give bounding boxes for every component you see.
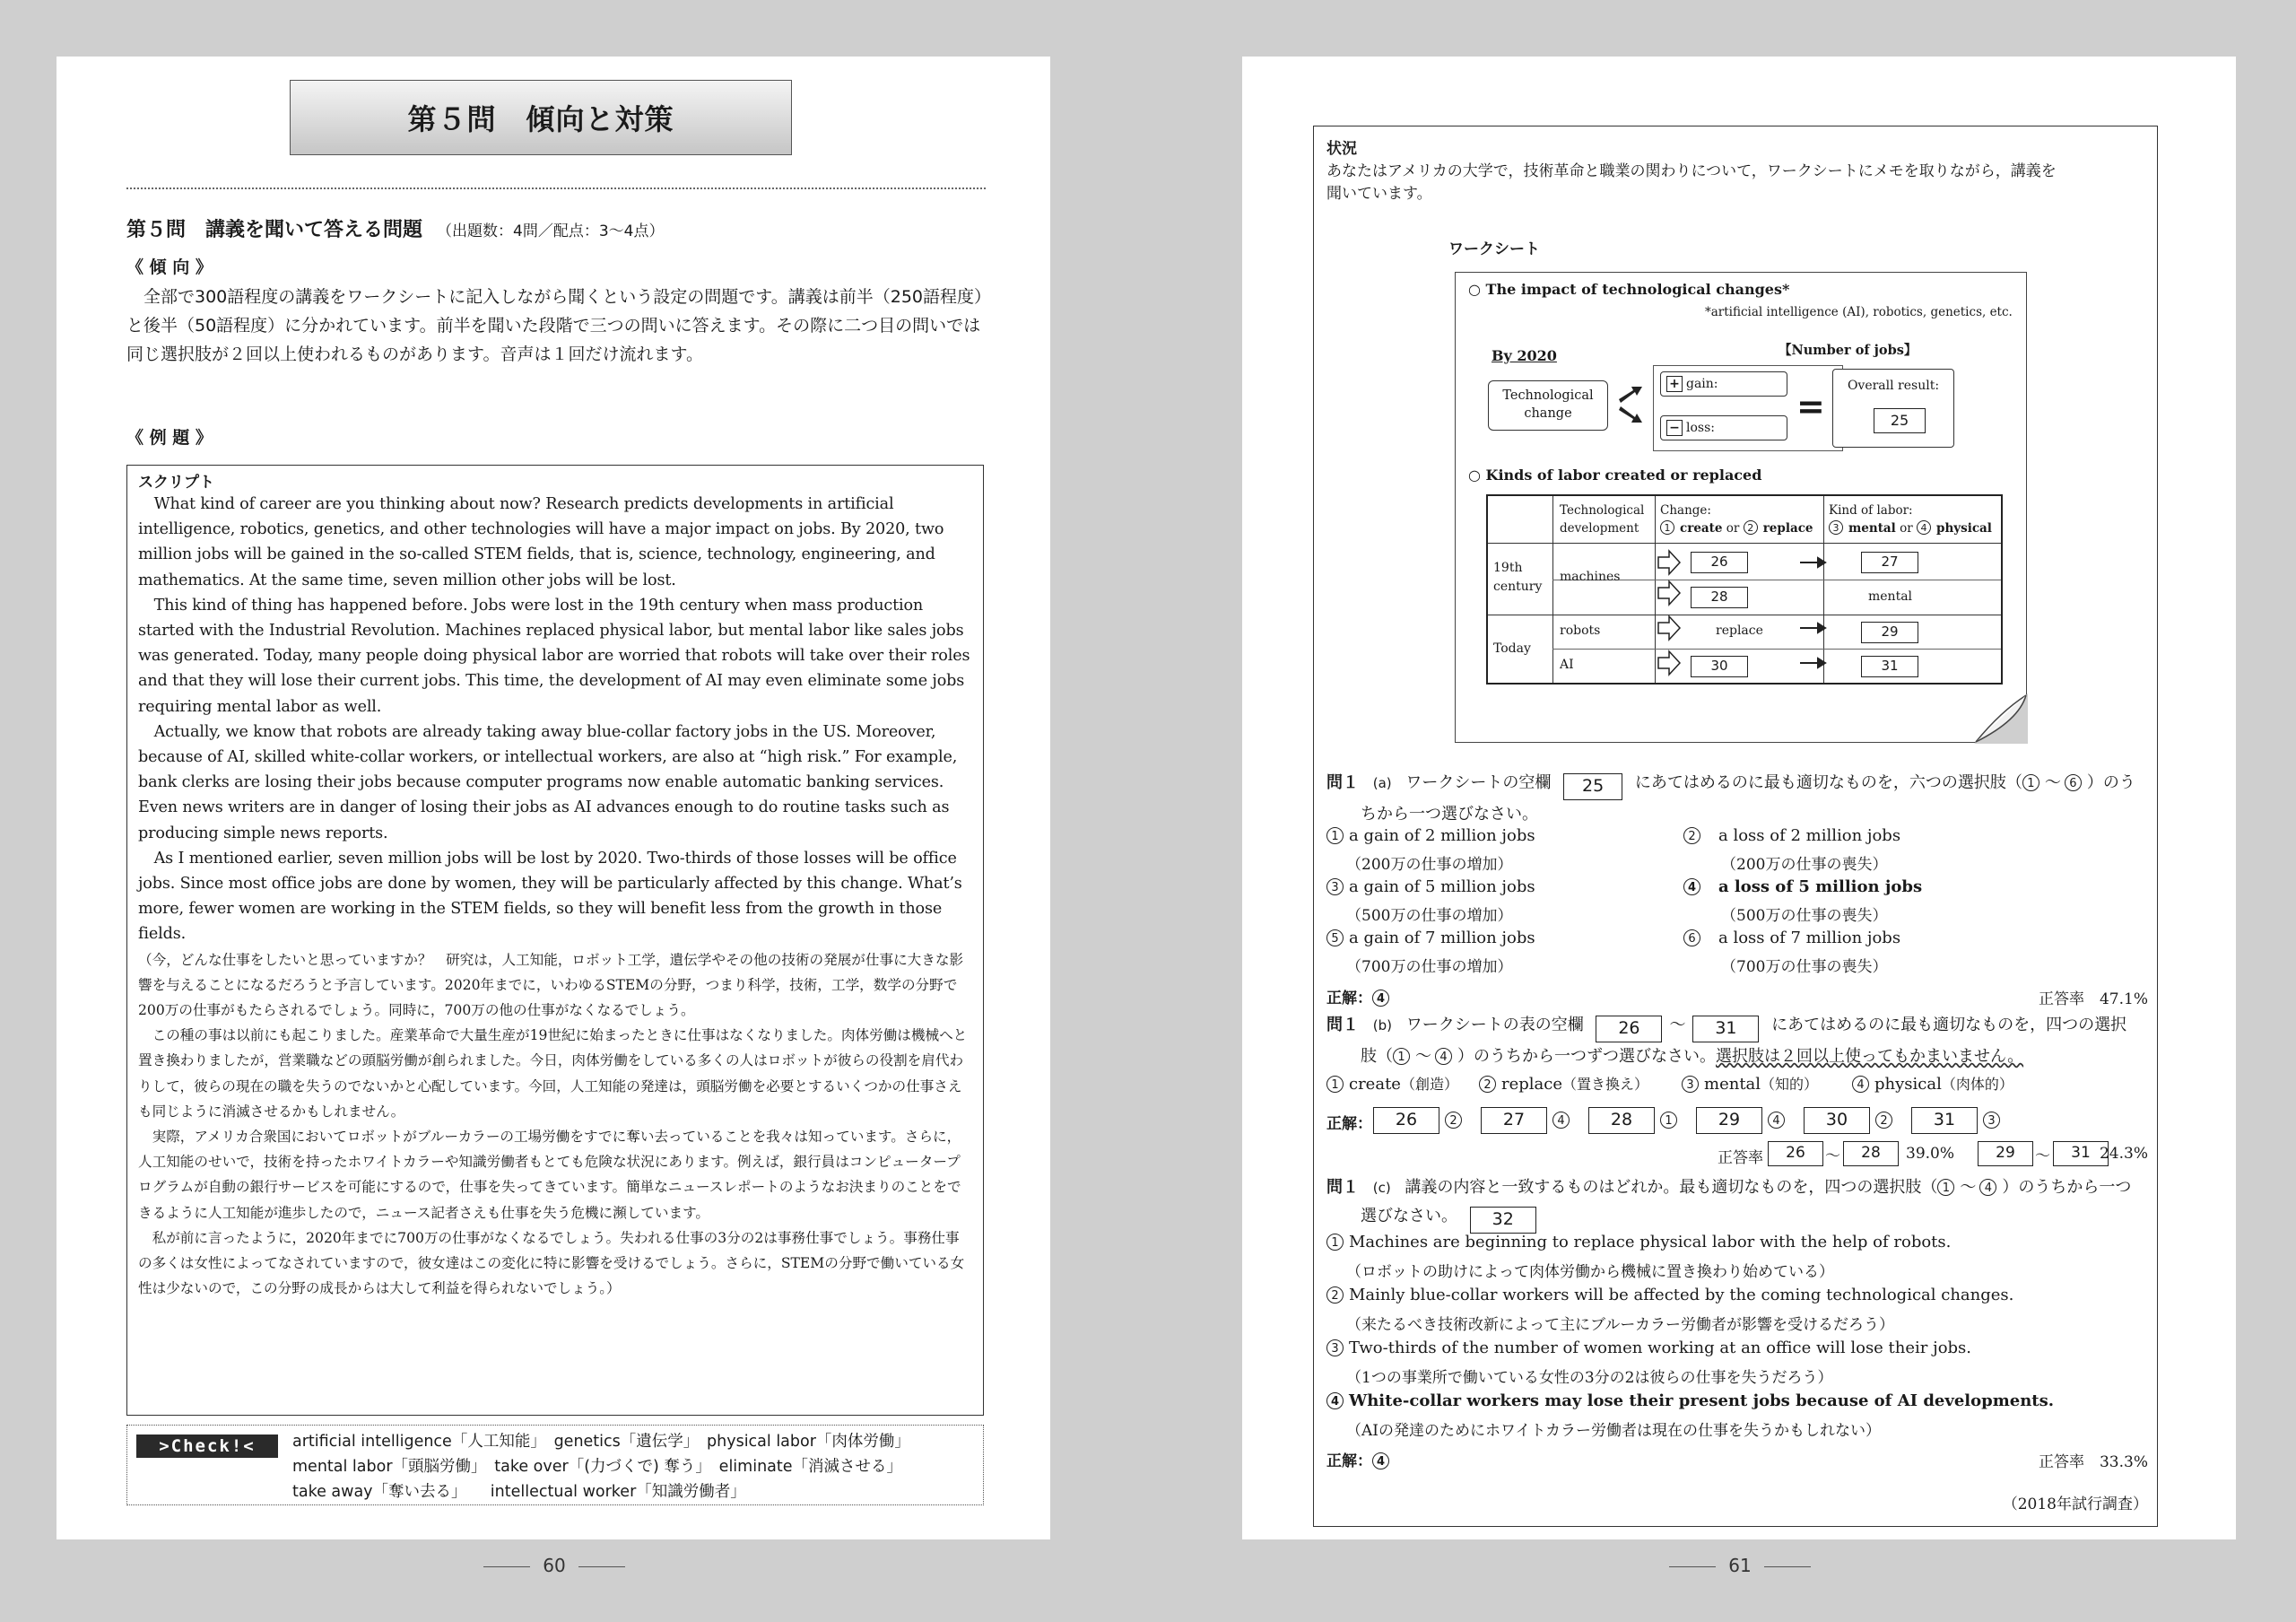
circled-number: 1 bbox=[1937, 1179, 1954, 1196]
option-text: Two-thirds of the number of women working at an office will lose their jobs. bbox=[1349, 1339, 1972, 1357]
ws-tech-change-box bbox=[1488, 380, 1608, 431]
check-line: take away「奪い去る」 intellectual worker「知識労働者」 bbox=[292, 1483, 746, 1501]
q-text: にあてはめるのに最も適切なものを，六つの選択肢（ bbox=[1634, 773, 2022, 792]
blank-28: 28 bbox=[1691, 587, 1748, 608]
th-text: development bbox=[1560, 521, 1639, 536]
solid-arrows-icon bbox=[1796, 545, 1850, 685]
q1a-stem-2: ちから一つ選びなさい。 bbox=[1361, 805, 1538, 824]
answer-blank: 31 bbox=[1911, 1107, 1978, 1134]
option-text: a gain of 7 million jobs bbox=[1349, 929, 1535, 947]
q1c-stem-2 bbox=[1361, 1203, 1536, 1234]
option-translation: （200万の仕事の喪失） bbox=[1721, 856, 1888, 874]
answer-blank: 29 bbox=[1696, 1107, 1762, 1134]
script-en-paragraph: This kind of thing has happened before. Jobs were lost in the 19th century when mass production started with the Industrial Revolution. Machines replaced physical labor, but mental labor like sales jobs was generated. Today, many people doing physical labor are worried that robots will take over their roles and that they will lose their current jobs. This time, the development of AI may even eliminate some jobs requiring mental labor as well. bbox=[138, 596, 970, 716]
option-item bbox=[1682, 1073, 1818, 1094]
circled-number: 4 bbox=[1683, 878, 1700, 895]
option-text: a loss of 7 million jobs bbox=[1718, 929, 1901, 947]
circled-number: 3 bbox=[1829, 520, 1843, 535]
circled-number: 4 bbox=[1768, 1112, 1785, 1129]
option-text: mental bbox=[1704, 1075, 1761, 1094]
option-item bbox=[1326, 1286, 2013, 1304]
q-text: 〜 bbox=[1669, 1016, 1686, 1034]
circled-number: 3 bbox=[1983, 1112, 2000, 1129]
minus-icon: − bbox=[1666, 420, 1683, 436]
option-translation: （1つの事業所で働いている女性の3分の2は彼らの仕事を失うだろう） bbox=[1346, 1369, 1833, 1387]
source-note: （2018年試行調査） bbox=[2002, 1496, 2148, 1513]
option-text: create bbox=[1349, 1075, 1401, 1094]
option-translation: （置き換え） bbox=[1562, 1076, 1649, 1093]
ws-heading-kinds-text: Kinds of labor created or replaced bbox=[1485, 467, 1762, 484]
option-item bbox=[1326, 1073, 1458, 1094]
q-text: にあてはめるのに最も適切なものを，四つの選択 bbox=[1771, 1016, 2127, 1034]
th-text: Kind of labor: bbox=[1829, 503, 1913, 518]
q-label: 問１ bbox=[1326, 1178, 1359, 1197]
ws-heading-kinds: ○ Kinds of labor created or replaced bbox=[1468, 467, 1762, 484]
script-jp-paragraph: この種の事は以前にも起こりました。産業革命で大量生産が19世紀に始まったときに仕事はなくなりました。肉体労働は機械へと置き換わりましたが，営業職などの頭脳労働が創られました。今日，肉体労働をしている多くの人はロボットが彼らの役割を肩代わりして，彼らの現在の職を失うのでないかと心配しています。今回，人工知能の発達は，頭脳労働を必要とするいくつかの仕事さえも同じように消滅させるかもしれません。 bbox=[138, 1027, 968, 1120]
check-line: mental labor「頭脳労働」 take over「(力づくで) 奪う」 eliminate「消滅させる」 bbox=[292, 1458, 903, 1476]
script-en-paragraph: What kind of career are you thinking about now? Research predicts developments in artificial intelligence, robotics, genetics, and other technologies will have a major impact on jobs. By 2020, two million jobs will be gained in the so-called STEM fields, that is, science, technology, engineering, and mathematics. At the same time, seven million other jobs will be lost. bbox=[138, 495, 944, 589]
option-text: Mainly blue-collar workers will be affected by the coming technological changes. bbox=[1349, 1286, 2014, 1304]
option-item bbox=[1326, 877, 1535, 896]
blank-26: 26 bbox=[1691, 552, 1748, 573]
circled-number: 3 bbox=[1682, 1076, 1699, 1093]
option-translation: （200万の仕事の増加） bbox=[1346, 856, 1513, 874]
q1a-answer bbox=[1326, 985, 1395, 1007]
circled-number: 4 bbox=[1372, 990, 1389, 1007]
circled-number: 2 bbox=[1479, 1076, 1496, 1093]
circled-number: 4 bbox=[1979, 1179, 1996, 1196]
section-meta: （出題数：4問／配点：3〜4点） bbox=[437, 222, 665, 240]
option-text: a gain of 2 million jobs bbox=[1349, 826, 1535, 845]
th-text: or bbox=[1900, 521, 1913, 536]
option-translation: （知的） bbox=[1761, 1076, 1819, 1093]
ws-tech-change-line: Technological bbox=[1502, 388, 1594, 403]
ws-heading-impact-text: The impact of technological changes* bbox=[1485, 281, 1790, 298]
hollow-arrows-icon bbox=[1657, 545, 1685, 685]
page-banner: 第５問 傾向と対策 bbox=[290, 80, 792, 155]
option-translation: （700万の仕事の増加） bbox=[1346, 958, 1513, 976]
situation-text: あなたはアメリカの大学で，技術革命と職業の関わりについて，ワークシートにメモを取りながら，講義を bbox=[1326, 162, 2057, 180]
option-translation: （500万の仕事の喪失） bbox=[1721, 907, 1888, 925]
ws-overall-label: Overall result: bbox=[1847, 379, 1940, 393]
circled-number: 2 bbox=[1326, 1286, 1344, 1304]
plus-icon: + bbox=[1666, 376, 1683, 392]
circled-number: 4 bbox=[1917, 520, 1931, 535]
option-text: White-collar workers may lose their present jobs because of AI developments. bbox=[1349, 1391, 2055, 1410]
q1b-answer-label: 正解： bbox=[1326, 1115, 1372, 1133]
circled-number: 1 bbox=[2022, 774, 2039, 791]
circled-number: 2 bbox=[1683, 827, 1700, 844]
th-text: create bbox=[1680, 521, 1723, 536]
option-item bbox=[1326, 1339, 1971, 1357]
tendency-text: 全部で300語程度の講義をワークシートに記入しながら聞くという設定の問題です。講義は前半（250語程度）と後半（50語程度）に分かれています。前半を聞いた段階で三つの問いに答えます。その際に二つ目の問いでは同じ選択肢が２回以上使われるものがあります。音声は１回だけ流れます。 bbox=[126, 287, 983, 364]
option-item bbox=[1326, 1233, 1951, 1251]
blank-29: 29 bbox=[1861, 622, 1918, 643]
th-text: Change: bbox=[1660, 503, 1711, 518]
option-text: replace bbox=[1501, 1075, 1563, 1094]
situation-label: 状況 bbox=[1326, 140, 1357, 158]
th-text: physical bbox=[1936, 521, 1992, 536]
ws-number-of-jobs: 【Number of jobs】 bbox=[1779, 343, 1918, 358]
answer-blank: 26 bbox=[1373, 1107, 1439, 1134]
option-translation: （来たるべき技術改新によって主にブルーカラー労働者が影響を受けるだろう） bbox=[1346, 1316, 1894, 1334]
option-translation: （500万の仕事の増加） bbox=[1346, 907, 1513, 925]
row-machines: machines bbox=[1560, 570, 1621, 584]
th-text: mental bbox=[1848, 521, 1896, 536]
circled-number: 6 bbox=[1683, 929, 1700, 946]
circled-number: 4 bbox=[1552, 1112, 1570, 1129]
tilde: 〜 bbox=[2035, 1147, 2050, 1165]
ws-by-2020: By 2020 bbox=[1492, 347, 1557, 364]
row-label: century bbox=[1493, 580, 1543, 594]
option-text: a gain of 5 million jobs bbox=[1349, 877, 1535, 896]
option-text: a loss of 5 million jobs bbox=[1718, 877, 1923, 896]
q1c-rate: 正答率 33.3% bbox=[2038, 1453, 2148, 1471]
q-text: ワークシートの表の空欄 bbox=[1405, 1016, 1584, 1034]
q-note: 選択肢は２回以上使ってもかまいません。 bbox=[1716, 1047, 2024, 1066]
tendency-heading: 《 傾 向 》 bbox=[126, 257, 213, 277]
option-item bbox=[1683, 929, 1900, 947]
option-text: physical bbox=[1874, 1075, 1942, 1094]
option-translation: （創造） bbox=[1400, 1076, 1458, 1093]
left-page bbox=[57, 57, 1050, 1539]
ws-loss-field bbox=[1660, 415, 1787, 440]
circled-number: 3 bbox=[1326, 878, 1344, 895]
cell-replace: replace bbox=[1716, 624, 1763, 638]
blank-31: 31 bbox=[1692, 1016, 1759, 1042]
rate-box: 28 bbox=[1843, 1141, 1899, 1166]
circled-number: 2 bbox=[1445, 1112, 1462, 1129]
circled-number: 2 bbox=[1744, 520, 1758, 535]
blank-32: 32 bbox=[1470, 1207, 1536, 1234]
situation-text: 聞いています。 bbox=[1326, 185, 1432, 203]
rate-box: 31 bbox=[2053, 1141, 2109, 1166]
ws-blank-25: 25 bbox=[1874, 408, 1926, 433]
circled-number: 1 bbox=[1326, 827, 1344, 844]
script-jp-paragraph: 実際，アメリカ合衆国においてロボットがブルーカラーの工場労働をすでに奪い去っていることを我々は知っています。さらに，人工知能のせいで，技術を持ったホワイトカラーや知識労働者もとても危険な状況にあります。例えば，銀行員はコンピュータープログラムが自動の銀行サービスを可能にするので，仕事を失ってきています。簡単なニュースレポートのようなお決まりのことをできるように人工知能が進歩したので，ニュース記者さえも仕事を失う危機に瀕しています。 bbox=[138, 1129, 961, 1221]
q-label: 問１ bbox=[1326, 773, 1359, 792]
answer-blank: 27 bbox=[1481, 1107, 1547, 1134]
circled-number: 1 bbox=[1326, 1234, 1344, 1251]
right-page bbox=[1242, 57, 2236, 1539]
section-title bbox=[126, 214, 664, 242]
ws-loss-label: loss: bbox=[1686, 421, 1715, 435]
th-change bbox=[1660, 501, 1813, 537]
option-translation: （ロボットの助けによって肉体労働から機械に置き換わり始めている） bbox=[1346, 1263, 1834, 1281]
script-en-paragraph: Actually, we know that robots are already taking away blue-collar factory jobs in the US. Moreover, because of AI, skilled white-collar workers, or intellectual workers, are also at “high risk.” For example, bank clerks are losing their jobs because computer programs now enable automatic banking services. Even news writers are in danger of losing their jobs as AI advances enough to do routine tasks such as producing simple news reports. bbox=[138, 722, 958, 842]
script-jp-paragraph: （今，どんな仕事をしたいと思っていますか？ 研究は，人工知能，ロボット工学，遺伝学やその他の技術の発展が仕事に大きな影響を与えることになるだろうと予言しています。2020年までに，いわゆるSTEMの分野，つまり科学，技術，工学，数学の分野で200万の仕事がもたらされるでしょう。同時に，700万の他の仕事がなくなるでしょう。 bbox=[138, 951, 964, 1019]
answer-blank: 28 bbox=[1588, 1107, 1655, 1134]
option-item bbox=[1683, 877, 1922, 896]
page-number-left: 60 bbox=[465, 1555, 644, 1576]
q-text: 肢（ bbox=[1361, 1047, 1393, 1066]
split-arrows-icon bbox=[1617, 383, 1644, 430]
option-item bbox=[1326, 929, 1535, 947]
ws-gain-label: gain: bbox=[1686, 377, 1718, 391]
check-vocab-box bbox=[126, 1425, 984, 1505]
th-text: replace bbox=[1762, 521, 1813, 536]
circled-number: 3 bbox=[1326, 1339, 1344, 1356]
circled-number: 1 bbox=[1326, 1076, 1344, 1093]
option-translation: （肉体的） bbox=[1941, 1076, 2013, 1093]
th-text: Technological bbox=[1560, 503, 1645, 518]
script-en-paragraph: As I mentioned earlier, seven million jobs will be lost by 2020. Two-thirds of those losses will be office jobs. Since most office jobs are done by women, they will be particularly affected by this change. What’s more, fewer women are working in the STEM fields, so they will benefit less from the growth in those fields. bbox=[138, 849, 962, 944]
q1b-rate-label: 正答率 bbox=[1718, 1149, 1763, 1167]
q1b-stem bbox=[1326, 1012, 2126, 1042]
example-heading: 《 例 題 》 bbox=[126, 428, 213, 448]
blank-25: 25 bbox=[1563, 773, 1622, 800]
q-sub: (b) bbox=[1372, 1017, 1392, 1033]
q-text: ）のうちから一つずつ選びなさい。 bbox=[1457, 1047, 1716, 1066]
option-item bbox=[1326, 826, 1535, 845]
answer-label: 正解： bbox=[1326, 990, 1372, 1007]
q-text: ）のうちから一つ bbox=[2002, 1178, 2132, 1197]
blank-31: 31 bbox=[1861, 656, 1918, 677]
circled-number: 6 bbox=[2065, 774, 2082, 791]
check-lines bbox=[292, 1429, 910, 1504]
check-line: artificial intelligence「人工知能」 genetics「遺伝学」 physical labor「肉体労働」 bbox=[292, 1433, 910, 1451]
cell-mental: mental bbox=[1868, 589, 1913, 604]
script-box bbox=[126, 465, 984, 1416]
row-ai: AI bbox=[1560, 658, 1574, 672]
circled-number: 2 bbox=[1875, 1112, 1892, 1129]
q1b-rate2: 24.3% bbox=[2099, 1145, 2148, 1163]
q1c-answer bbox=[1326, 1448, 1395, 1470]
q1c-stem bbox=[1326, 1174, 2131, 1198]
option-item bbox=[1479, 1073, 1648, 1094]
circled-number: 1 bbox=[1660, 520, 1674, 535]
row-19th-century bbox=[1493, 559, 1542, 597]
q-text: 選びなさい。 bbox=[1361, 1207, 1457, 1225]
option-text: a loss of 2 million jobs bbox=[1718, 826, 1901, 845]
th-text: or bbox=[1726, 521, 1740, 536]
th-tech-dev bbox=[1560, 501, 1644, 537]
circled-number: 4 bbox=[1852, 1076, 1869, 1093]
q1b-rate1: 39.0% bbox=[1906, 1145, 1955, 1163]
q-text: 講義の内容と一致するものはどれか。最も適切なものを，四つの選択肢（ bbox=[1405, 1178, 1938, 1197]
rate-box: 26 bbox=[1768, 1141, 1823, 1166]
option-item bbox=[1852, 1073, 2013, 1094]
q-text: ）のう bbox=[2086, 773, 2135, 792]
q-label: 問１ bbox=[1326, 1016, 1359, 1034]
blank-27: 27 bbox=[1861, 552, 1918, 573]
option-translation: （700万の仕事の喪失） bbox=[1721, 958, 1888, 976]
page-number-right: 61 bbox=[1650, 1555, 1830, 1576]
option-item bbox=[1683, 826, 1900, 845]
circled-number: 1 bbox=[1660, 1112, 1677, 1129]
check-badge: >Check!< bbox=[136, 1435, 278, 1458]
circled-number: 4 bbox=[1372, 1452, 1389, 1469]
row-robots: robots bbox=[1560, 624, 1601, 638]
ws-gain-field bbox=[1660, 371, 1787, 397]
dotted-divider bbox=[126, 187, 986, 189]
circled-number: 5 bbox=[1326, 929, 1344, 946]
ws-heading-impact: ○ The impact of technological changes* bbox=[1468, 281, 1790, 298]
q1a-stem bbox=[1326, 770, 2135, 800]
worksheet-label: ワークシート bbox=[1448, 240, 1540, 258]
labor-table bbox=[1486, 494, 2003, 685]
answer-blank: 30 bbox=[1804, 1107, 1870, 1134]
script-jp-paragraph: 私が前に言ったように，2020年までに700万の仕事がなくなるでしょう。失われる仕事の3分の2は事務仕事でしょう。事務仕事の多くは女性によってなされていますので，彼女達はこの変化に特に影響を受けるでしょう。さらに，STEMの分野で働いている女性は少ないので，この分野の成長からは大して利益を得られないでしょう。） bbox=[138, 1229, 965, 1297]
circled-number: 1 bbox=[1393, 1048, 1410, 1065]
q1b-stem-2 bbox=[1361, 1043, 2023, 1067]
q-sub: (a) bbox=[1372, 775, 1392, 791]
rate-box: 29 bbox=[1978, 1141, 2033, 1166]
th-kind bbox=[1829, 501, 1992, 537]
script-title: スクリプト bbox=[138, 474, 214, 492]
q-text: 〜 bbox=[2044, 773, 2061, 792]
circled-number: 4 bbox=[1326, 1392, 1344, 1409]
q-sub: (c) bbox=[1372, 1180, 1391, 1196]
problem-frame bbox=[1313, 126, 2158, 1527]
equals-sign: = bbox=[1796, 387, 1825, 426]
row-label: 19th bbox=[1493, 561, 1523, 575]
blank-26: 26 bbox=[1596, 1016, 1662, 1042]
q-text: 〜 bbox=[1960, 1178, 1977, 1197]
tilde: 〜 bbox=[1825, 1147, 1840, 1165]
circled-number: 4 bbox=[1435, 1048, 1452, 1065]
option-text: Machines are beginning to replace physical labor with the help of robots. bbox=[1349, 1233, 1952, 1251]
row-today: Today bbox=[1493, 641, 1531, 656]
q-text: 〜 bbox=[1415, 1047, 1431, 1066]
option-item bbox=[1326, 1391, 2054, 1410]
option-translation: （AIの発達のためにホワイトカラー労働者は現在の仕事を失うかもしれない） bbox=[1346, 1422, 1881, 1440]
q1a-rate: 正答率 47.1% bbox=[2038, 990, 2148, 1008]
ws-tech-change-line: change bbox=[1524, 406, 1572, 421]
page-curl-icon bbox=[1974, 693, 2028, 744]
answer-label: 正解： bbox=[1326, 1452, 1372, 1470]
ws-footnote: *artificial intelligence (AI), robotics, genetics, etc. bbox=[1705, 305, 2013, 319]
blank-30: 30 bbox=[1691, 656, 1748, 677]
section-title-text: 第５問 講義を聞いて答える問題 bbox=[126, 219, 423, 241]
q-text: ワークシートの空欄 bbox=[1405, 773, 1552, 792]
